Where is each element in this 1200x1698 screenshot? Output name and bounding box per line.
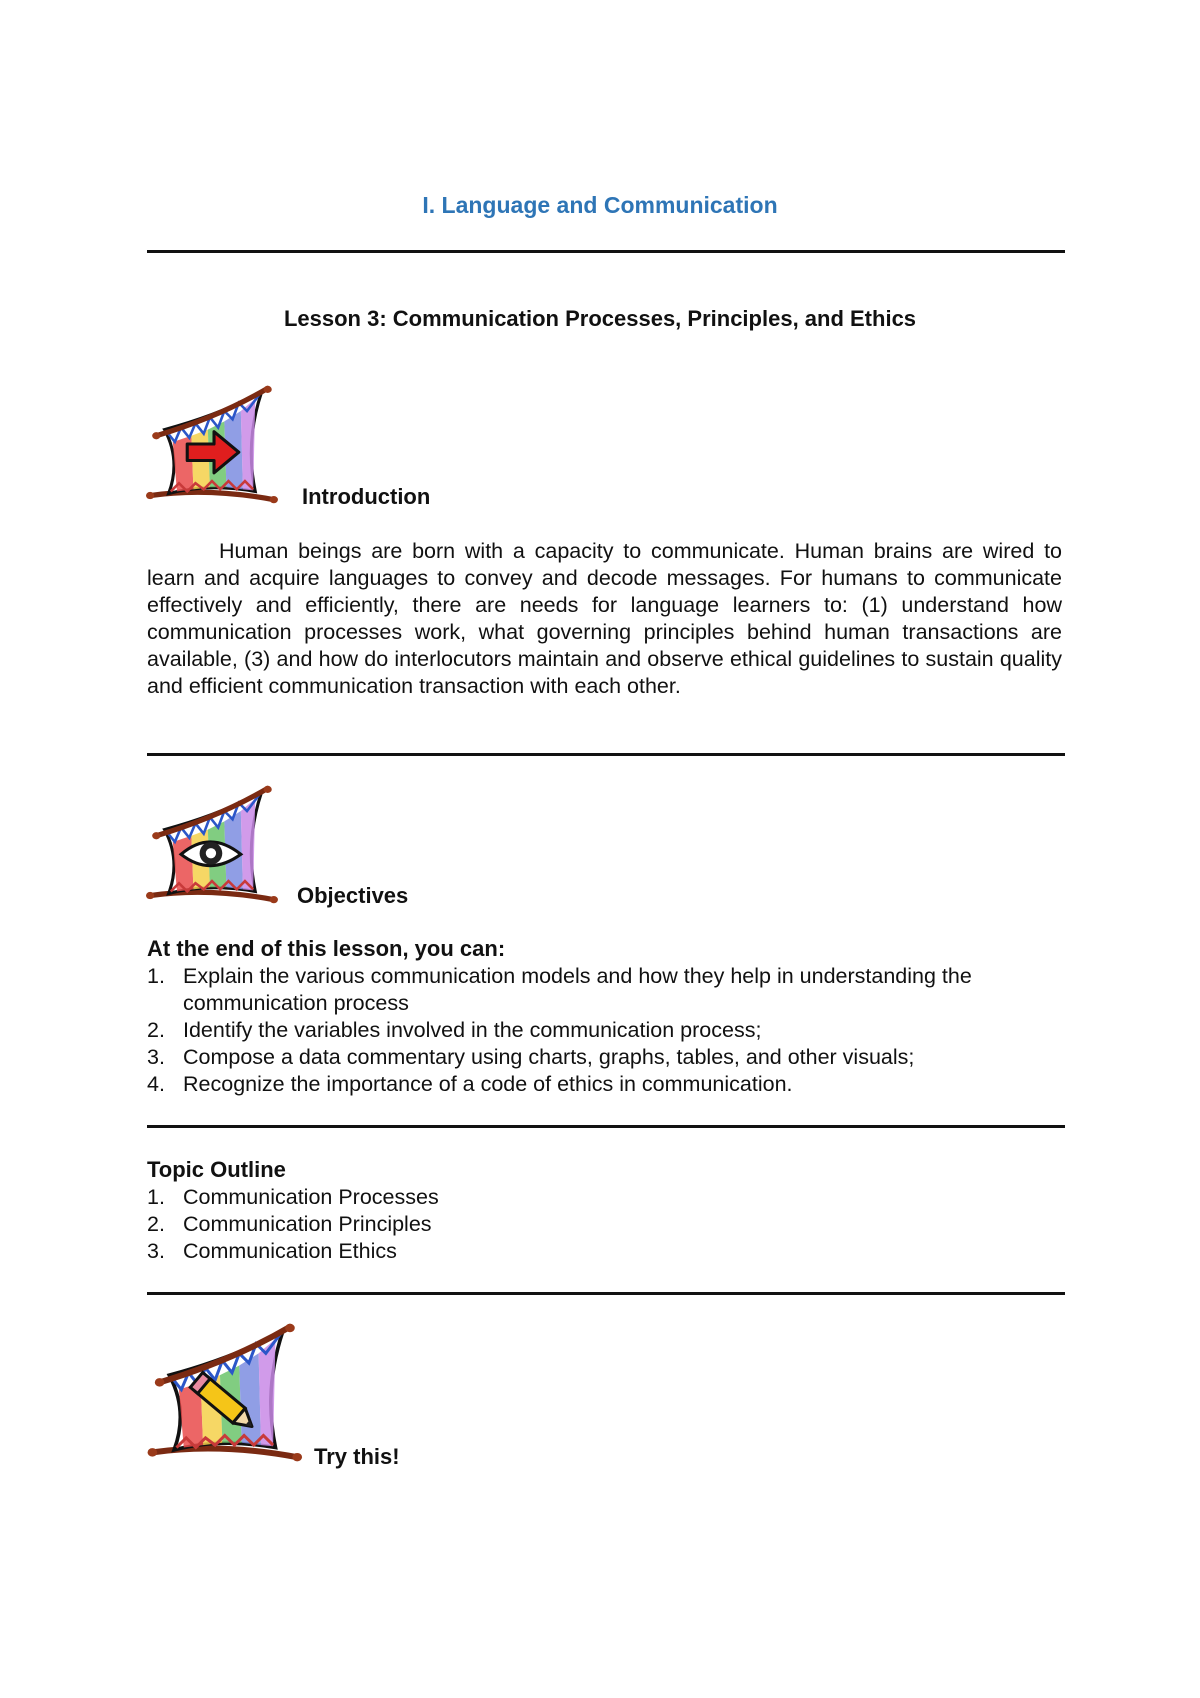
try-this-heading: Try this! bbox=[314, 1444, 400, 1469]
divider bbox=[147, 250, 1065, 253]
objectives-list bbox=[147, 963, 1047, 1098]
unit-title: I. Language and Communication bbox=[422, 192, 778, 218]
divider bbox=[147, 1292, 1065, 1295]
topic-outline-heading: Topic Outline bbox=[147, 1157, 286, 1182]
introduction-heading: Introduction bbox=[302, 484, 431, 509]
introduction-text: Human beings are born with a capacity to communicate. Human brains are wired to learn and acquire languages to convey and decode messages. For humans to communicate effectively and efficiently, there are needs for language learners to: (1) understand how communication processes work, what governing principles behind human transactions are available, (3) and how do interlocutors maintain and observe ethical guidelines to sustain quality and efficient communication transaction with each other. bbox=[147, 539, 1062, 698]
list-item: 3. Compose a data commentary using charts, graphs, tables, and other visuals; bbox=[147, 1045, 915, 1069]
pencil-icon bbox=[146, 1322, 306, 1462]
divider bbox=[147, 753, 1065, 756]
list-item: 1. Communication Processes bbox=[147, 1185, 439, 1209]
list-item: 4. Recognize the importance of a code of ethics in communication. bbox=[147, 1072, 793, 1096]
list-item: 2. Identify the variables involved in the communication process; bbox=[147, 1018, 762, 1042]
topic-outline-list bbox=[147, 1184, 1047, 1265]
eye-icon bbox=[146, 784, 280, 904]
list-item: 3. Communication Ethics bbox=[147, 1239, 397, 1263]
arrow-icon bbox=[146, 384, 280, 504]
objectives-heading: Objectives bbox=[297, 883, 409, 908]
list-item: 1. Explain the various communication models and how they help in understanding the communication process bbox=[147, 964, 972, 1015]
lesson-title: Lesson 3: Communication Processes, Principles, and Ethics bbox=[283, 306, 917, 331]
introduction-paragraph bbox=[147, 538, 1062, 700]
divider bbox=[147, 1125, 1065, 1128]
list-item: 2. Communication Principles bbox=[147, 1212, 432, 1236]
objectives-lead: At the end of this lesson, you can: bbox=[147, 936, 506, 961]
